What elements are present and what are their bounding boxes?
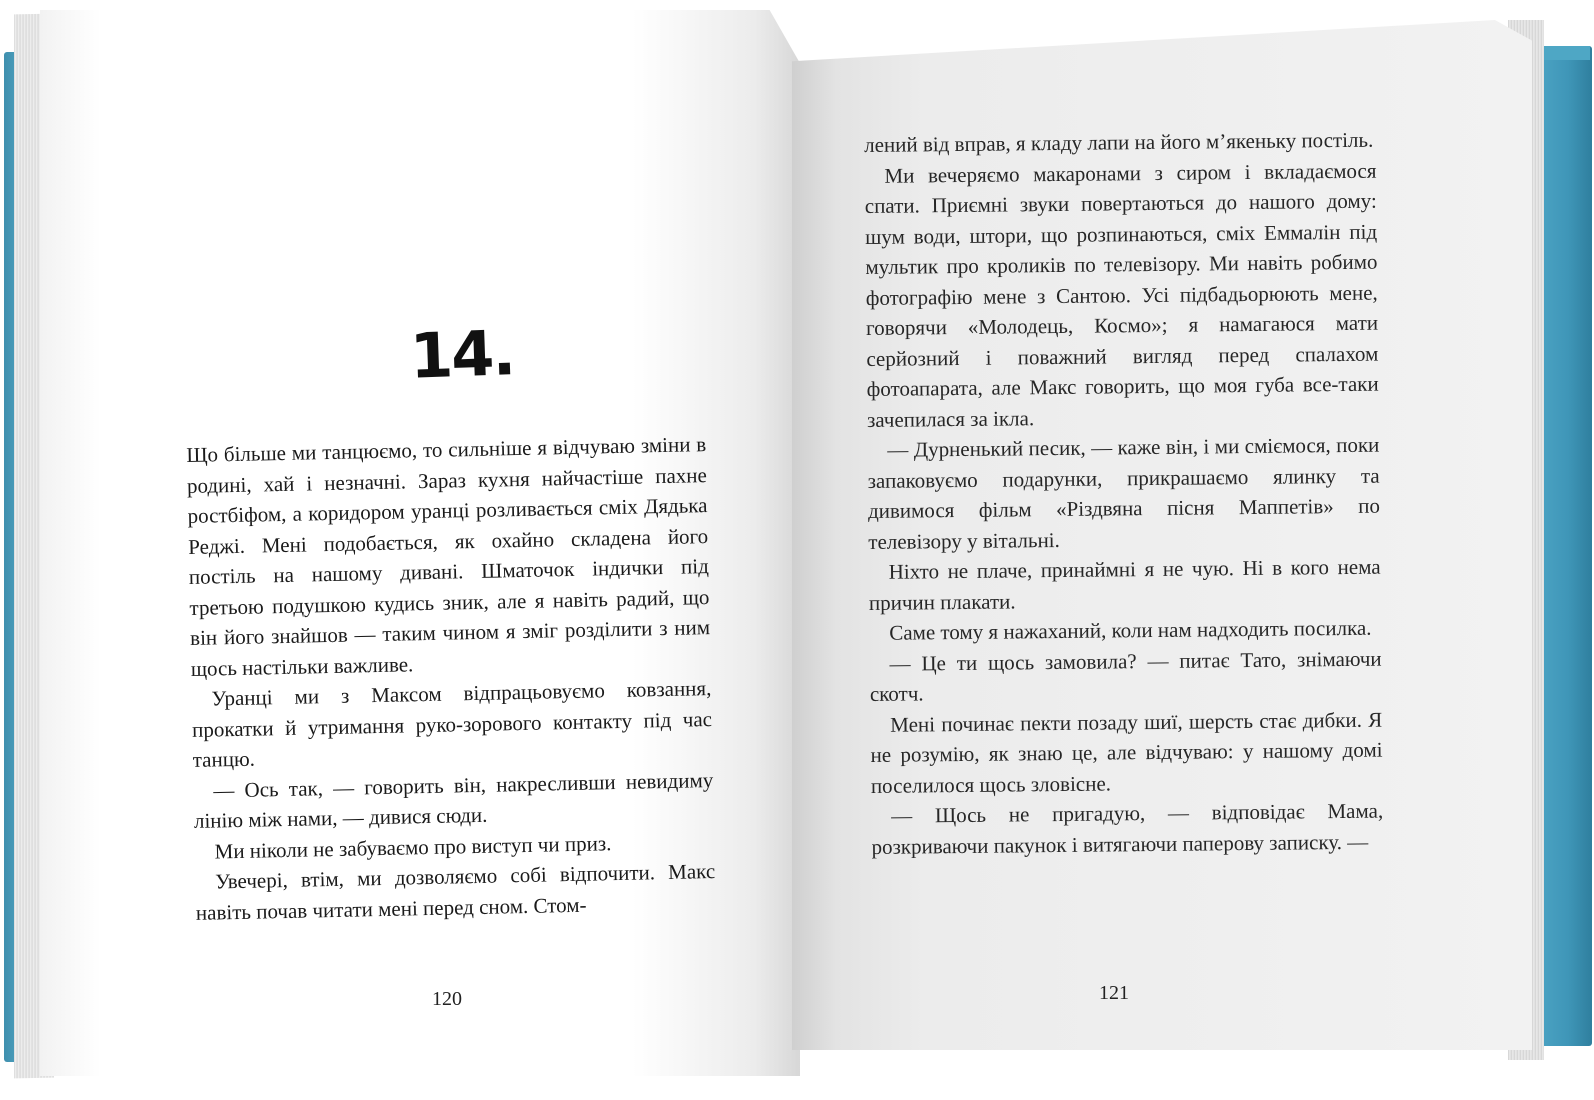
paragraph: Увечері, втім, ми дозволяємо собі відпочити. Макс навіть почав читати мені перед сном. Стом- (195, 859, 716, 925)
chapter-number: 14. (408, 316, 516, 393)
page-number-left: 120 (432, 988, 462, 1010)
paragraph: — Це ти щось замовила? — питає Тато, знімаючи скотч. (869, 646, 1382, 706)
paragraph: Саме тому я нажаханий, коли нам надходить посилка. (889, 615, 1372, 645)
paragraph: Ми ніколи не забуваємо про виступ чи приз. (214, 830, 612, 863)
page-number-right: 121 (1099, 982, 1129, 1004)
paragraph: — Ось так, — говорить він, накресливши невидиму лінію між нами, — дивися сюди. (193, 767, 714, 833)
paragraph: Що більше ми танцюємо, то сильніше я відчуваю зміни в родині, хай і незначні. Зараз кухня найчастіше пахне ростбіфом, а коридором уранці розливається сміх Дядька Реджі. Мені подобається, як охайно складена його постіль на нашому дивані. Шматочок індички під третьою подушкою кудись зник, але я навіть радий, що він його знайшов — таким чином я зміг розділити з ним щось настільки важливе. (186, 432, 711, 681)
paragraph: — Дурненький песик, — каже він, і ми сміємося, поки запаковуємо подарунки, прикрашаємо ялинку та дивимося фільм «Різдвяна пісня Маппетів» по телевізору у вітальні. (867, 432, 1381, 554)
paragraph: лений від вправ, я кладу лапи на його м’якеньку постіль. (864, 127, 1374, 157)
right-page-text (864, 125, 1384, 862)
paragraph: Мені починає пекти позаду шиї, шерсть стає дибки. Я не розумію, як знаю це, але відчуваю: у нашому домі поселилося щось зловісне. (870, 707, 1383, 798)
paragraph: Ми вечеряємо макаронами з сиром і вкладаємося спати. Приємні звуки повертаються до нашого дому: шум води, штори, що розпинаються, сміх Еммалін під мультик про кроликів по телевізору. Ми навіть робимо фотографію мене з Сантою. Усі підбадьорюють мене, говорячи «Молодець, Космо»; я намагаюся мати серйозний і поважний вигляд перед спалахом фотоапарата, але Макс говорить, що моя губа все-таки зачепилася за ікла. (864, 158, 1379, 432)
paragraph: Ніхто не плаче, принаймні я не чую. Ні в кого нема причин плакати. (868, 554, 1381, 615)
paragraph: — Щось не пригадую, — відповідає Мама, розкриваючи пакунок і витягаючи паперову записку. — (871, 798, 1384, 859)
paragraph: Уранці ми з Максом відпрацьовуємо ковзання, прокатки й утримання руко-зорового контакту під час танцю. (191, 676, 713, 772)
left-page-text (186, 429, 716, 928)
